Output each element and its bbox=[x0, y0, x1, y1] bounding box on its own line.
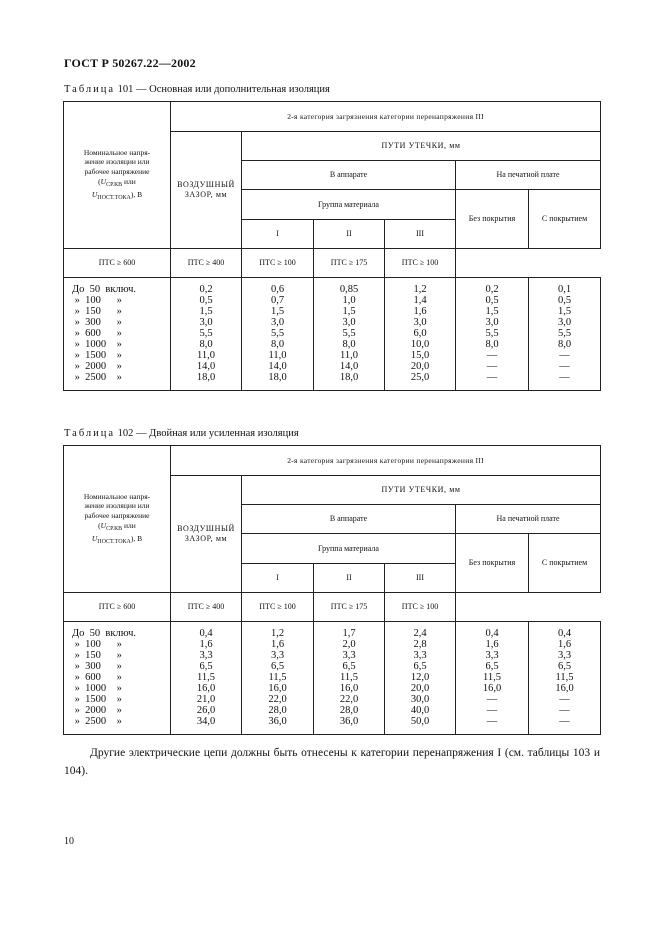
value-cell: 3,0 bbox=[270, 317, 285, 328]
value-cell: 14,0 bbox=[268, 361, 287, 372]
value-cell: — bbox=[486, 694, 498, 705]
pollution-category-header: 2-я категория загрязнения категории перенапряжения III bbox=[171, 446, 601, 476]
value-cell: 25,0 bbox=[410, 372, 430, 383]
value-cell: 3,0 bbox=[557, 317, 572, 328]
value-cell: 11,5 bbox=[268, 672, 287, 683]
group-i-header: I bbox=[242, 220, 314, 249]
value-cell: 16,0 bbox=[482, 683, 502, 694]
uncoated-values bbox=[456, 622, 529, 735]
uncoated-values bbox=[456, 278, 529, 391]
voltage-symbol-line: ($U_{СР.КВ}$ или bbox=[98, 520, 136, 532]
value-cell: 1,6 bbox=[557, 639, 572, 650]
value-cell: 6,5 bbox=[485, 661, 499, 672]
value-cell: 50,0 bbox=[410, 716, 430, 727]
value-cell: 2,0 bbox=[342, 639, 356, 650]
value-cell: 1,6 bbox=[413, 306, 427, 317]
value-cell: 1,0 bbox=[342, 295, 356, 306]
value-cell: 2,8 bbox=[413, 639, 427, 650]
value-cell: 0,5 bbox=[199, 295, 213, 306]
pts-400-header: ПТС ≥ 400 bbox=[171, 593, 242, 622]
value-cell: 11,0 bbox=[197, 350, 215, 361]
row-label: До 50 включ. bbox=[72, 628, 137, 639]
pts-600-header: ПТС ≥ 600 bbox=[64, 249, 171, 278]
apparatus-header: В аппарате bbox=[242, 161, 456, 190]
voltage-label-line: жение изоляции или bbox=[84, 501, 150, 511]
value-cell: 22,0 bbox=[268, 694, 287, 705]
value-cell: 0,85 bbox=[339, 284, 359, 295]
table-102-caption bbox=[64, 428, 299, 439]
value-cell: 16,0 bbox=[339, 683, 359, 694]
group-ii-header: II bbox=[314, 564, 385, 593]
value-cell: 28,0 bbox=[339, 705, 359, 716]
voltage-label-line: жение изоляции или bbox=[84, 157, 150, 167]
printed-board-header: На печатной плате bbox=[456, 161, 601, 190]
value-cell: 3,3 bbox=[413, 650, 427, 661]
value-cell: 0,6 bbox=[270, 284, 285, 295]
group-iii-values bbox=[385, 278, 456, 391]
air-clearance-values bbox=[171, 278, 242, 391]
body-paragraph: Другие электрические цепи должны быть отнесены к категории перенапряжения I (см. таблицы 103 и 104). bbox=[64, 747, 600, 777]
voltage-values-cell bbox=[64, 278, 171, 391]
row-label: » 150 » bbox=[72, 306, 122, 317]
group-iii-values bbox=[385, 622, 456, 735]
row-label: » 2500 » bbox=[72, 716, 122, 727]
value-cell: 5,5 bbox=[199, 328, 213, 339]
row-label: » 150 » bbox=[72, 650, 122, 661]
value-cell: 3,0 bbox=[485, 317, 499, 328]
value-cell: — bbox=[486, 372, 498, 383]
table-102-number: 102 bbox=[117, 428, 134, 439]
value-cell: 3,0 bbox=[342, 317, 356, 328]
table-102 bbox=[63, 445, 601, 735]
value-cell: 1,5 bbox=[270, 306, 285, 317]
value-cell: 11,0 bbox=[268, 350, 287, 361]
value-cell: 6,5 bbox=[413, 661, 427, 672]
value-cell: 1,5 bbox=[557, 306, 572, 317]
value-cell: — bbox=[486, 350, 498, 361]
value-cell: — bbox=[559, 694, 570, 705]
value-cell: 1,5 bbox=[485, 306, 499, 317]
row-label: » 1500 » bbox=[72, 694, 122, 705]
uncoated-header: Без покрытия bbox=[456, 190, 529, 249]
value-cell: 14,0 bbox=[339, 361, 359, 372]
value-cell: 1,5 bbox=[199, 306, 213, 317]
value-cell: 15,0 bbox=[410, 350, 430, 361]
uncoated-header: Без покрытия bbox=[456, 534, 529, 593]
value-cell: 6,5 bbox=[199, 661, 213, 672]
value-cell: 0,2 bbox=[485, 284, 499, 295]
value-cell: 10,0 bbox=[410, 339, 430, 350]
voltage-label-line: рабочее напряжение bbox=[84, 511, 150, 521]
creepage-header: ПУТИ УТЕЧКИ, мм bbox=[242, 476, 601, 505]
group-ii-header: II bbox=[314, 220, 385, 249]
value-cell: 30,0 bbox=[410, 694, 430, 705]
value-cell: 1,4 bbox=[413, 295, 427, 306]
table-101-title: — Основная или дополнительная изоляция bbox=[133, 84, 330, 95]
value-cell: 1,6 bbox=[199, 639, 213, 650]
value-cell: 14,0 bbox=[196, 361, 216, 372]
value-cell: 3,3 bbox=[342, 650, 356, 661]
material-group-header: Группа материала bbox=[242, 190, 456, 220]
value-cell: 1,6 bbox=[485, 639, 499, 650]
creepage-header: ПУТИ УТЕЧКИ, мм bbox=[242, 132, 601, 161]
value-cell: 8,0 bbox=[485, 339, 499, 350]
value-cell: 0,5 bbox=[557, 295, 572, 306]
voltage-label-line: рабочее напряжение bbox=[84, 167, 150, 177]
value-cell: 16,0 bbox=[268, 683, 287, 694]
value-cell: 3,3 bbox=[199, 650, 213, 661]
group-i-header: I bbox=[242, 564, 314, 593]
voltage-header-cell bbox=[64, 102, 171, 249]
value-cell: 1,5 bbox=[342, 306, 356, 317]
value-cell: 3,0 bbox=[413, 317, 427, 328]
value-cell: 22,0 bbox=[339, 694, 359, 705]
group-ii-values bbox=[314, 278, 385, 391]
group-iii-header: III bbox=[385, 220, 456, 249]
voltage-header-cell bbox=[64, 446, 171, 593]
voltage-label-line: Номинальное напря- bbox=[83, 491, 151, 501]
group-iii-header: III bbox=[385, 564, 456, 593]
value-cell: 6,5 bbox=[557, 661, 572, 672]
pts-600-header: ПТС ≥ 600 bbox=[64, 593, 171, 622]
pts-100-header: ПТС ≥ 100 bbox=[242, 593, 314, 622]
pts-100-header: ПТС ≥ 100 bbox=[385, 249, 456, 278]
value-cell: 11,5 bbox=[555, 672, 574, 683]
value-cell: 0,4 bbox=[199, 628, 213, 639]
pts-400-header: ПТС ≥ 400 bbox=[171, 249, 242, 278]
value-cell: — bbox=[486, 705, 498, 716]
value-cell: 0,2 bbox=[199, 284, 213, 295]
value-cell: 8,0 bbox=[199, 339, 213, 350]
value-cell: 18,0 bbox=[268, 372, 287, 383]
printed-board-header: На печатной плате bbox=[456, 505, 601, 534]
value-cell: — bbox=[559, 716, 570, 727]
row-label: » 300 » bbox=[72, 317, 122, 328]
value-cell: 6,0 bbox=[413, 328, 427, 339]
value-cell: 26,0 bbox=[196, 705, 216, 716]
value-cell: 0,1 bbox=[557, 284, 572, 295]
value-cell: 12,0 bbox=[410, 672, 430, 683]
value-cell: 11,5 bbox=[340, 672, 358, 683]
value-cell: 8,0 bbox=[557, 339, 572, 350]
value-cell: — bbox=[486, 716, 498, 727]
row-label: » 300 » bbox=[72, 661, 122, 672]
value-cell: 3,3 bbox=[270, 650, 285, 661]
air-clearance-header: ВОЗДУШНЫЙ ЗАЗОР, мм bbox=[171, 132, 242, 249]
value-cell: 3,0 bbox=[199, 317, 213, 328]
table-101-number: 101 bbox=[117, 84, 134, 95]
value-cell: 6,5 bbox=[270, 661, 285, 672]
row-label: До 50 включ. bbox=[72, 284, 137, 295]
table-102-word: Таблица bbox=[64, 428, 116, 439]
value-cell: 2,4 bbox=[413, 628, 427, 639]
value-cell: — bbox=[559, 361, 570, 372]
value-cell: 11,0 bbox=[340, 350, 358, 361]
pts-100-header: ПТС ≥ 100 bbox=[242, 249, 314, 278]
pts-100-header: ПТС ≥ 100 bbox=[385, 593, 456, 622]
value-cell: 3,3 bbox=[557, 650, 572, 661]
voltage-symbol-line: ($U_{СР.КВ}$ или bbox=[98, 176, 136, 188]
value-cell: 5,5 bbox=[342, 328, 356, 339]
group-ii-values bbox=[314, 622, 385, 735]
row-label: » 600 » bbox=[72, 672, 122, 683]
value-cell: 16,0 bbox=[555, 683, 574, 694]
value-cell: 1,2 bbox=[270, 628, 285, 639]
value-cell: 1,7 bbox=[342, 628, 356, 639]
group-i-values bbox=[242, 622, 314, 735]
value-cell: 16,0 bbox=[196, 683, 216, 694]
coated-values bbox=[529, 278, 601, 391]
air-clearance-header: ВОЗДУШНЫЙ ЗАЗОР, мм bbox=[171, 476, 242, 593]
row-label: » 2000 » bbox=[72, 705, 122, 716]
value-cell: — bbox=[559, 705, 570, 716]
row-label: » 1500 » bbox=[72, 350, 122, 361]
voltage-symbol-line: $U_{ПОСТ.ТОКА}$), В bbox=[91, 533, 143, 545]
apparatus-header: В аппарате bbox=[242, 505, 456, 534]
row-label: » 100 » bbox=[72, 639, 122, 650]
value-cell: 34,0 bbox=[196, 716, 216, 727]
value-cell: 0,4 bbox=[485, 628, 499, 639]
table-101-caption bbox=[64, 84, 330, 95]
value-cell: 8,0 bbox=[342, 339, 356, 350]
value-cell: 3,3 bbox=[485, 650, 499, 661]
value-cell: 11,5 bbox=[197, 672, 215, 683]
pts-175-header: ПТС ≥ 175 bbox=[314, 249, 385, 278]
value-cell: 11,5 bbox=[483, 672, 501, 683]
value-cell: 0,5 bbox=[485, 295, 499, 306]
table-102-title: — Двойная или усиленная изоляция bbox=[133, 428, 299, 439]
value-cell: 36,0 bbox=[339, 716, 359, 727]
table-101 bbox=[63, 101, 601, 391]
value-cell: 40,0 bbox=[410, 705, 430, 716]
value-cell: 20,0 bbox=[410, 683, 430, 694]
value-cell: 21,0 bbox=[196, 694, 216, 705]
row-label: » 1000 » bbox=[72, 683, 122, 694]
table-101-word: Таблица bbox=[64, 84, 116, 95]
value-cell: 5,5 bbox=[485, 328, 499, 339]
row-label: » 2500 » bbox=[72, 372, 122, 383]
air-clearance-values bbox=[171, 622, 242, 735]
coated-values bbox=[529, 622, 601, 735]
value-cell: — bbox=[559, 350, 570, 361]
pts-175-header: ПТС ≥ 175 bbox=[314, 593, 385, 622]
value-cell: 8,0 bbox=[270, 339, 285, 350]
value-cell: — bbox=[559, 372, 570, 383]
value-cell: 36,0 bbox=[268, 716, 287, 727]
coated-header: С покрытием bbox=[529, 534, 601, 593]
value-cell: 1,2 bbox=[413, 284, 427, 295]
value-cell: 18,0 bbox=[339, 372, 359, 383]
group-i-values bbox=[242, 278, 314, 391]
value-cell: 1,6 bbox=[270, 639, 285, 650]
page-number: 10 bbox=[64, 836, 74, 847]
row-label: » 100 » bbox=[72, 295, 122, 306]
coated-header: С покрытием bbox=[529, 190, 601, 249]
value-cell: 28,0 bbox=[268, 705, 287, 716]
voltage-label-line: Номинальное напря- bbox=[83, 147, 151, 157]
document-header: ГОСТ Р 50267.22—2002 bbox=[64, 56, 196, 70]
row-label: » 2000 » bbox=[72, 361, 122, 372]
value-cell: 5,5 bbox=[270, 328, 285, 339]
value-cell: 20,0 bbox=[410, 361, 430, 372]
row-label: » 600 » bbox=[72, 328, 122, 339]
value-cell: — bbox=[486, 361, 498, 372]
value-cell: 0,4 bbox=[557, 628, 572, 639]
value-cell: 5,5 bbox=[557, 328, 572, 339]
voltage-symbol-line: $U_{ПОСТ.ТОКА}$), В bbox=[91, 189, 143, 201]
value-cell: 18,0 bbox=[196, 372, 216, 383]
material-group-header: Группа материала bbox=[242, 534, 456, 564]
pollution-category-header: 2-я категория загрязнения категории перенапряжения III bbox=[171, 102, 601, 132]
value-cell: 0,7 bbox=[270, 295, 285, 306]
value-cell: 6,5 bbox=[342, 661, 356, 672]
row-label: » 1000 » bbox=[72, 339, 122, 350]
voltage-values-cell bbox=[64, 622, 171, 735]
